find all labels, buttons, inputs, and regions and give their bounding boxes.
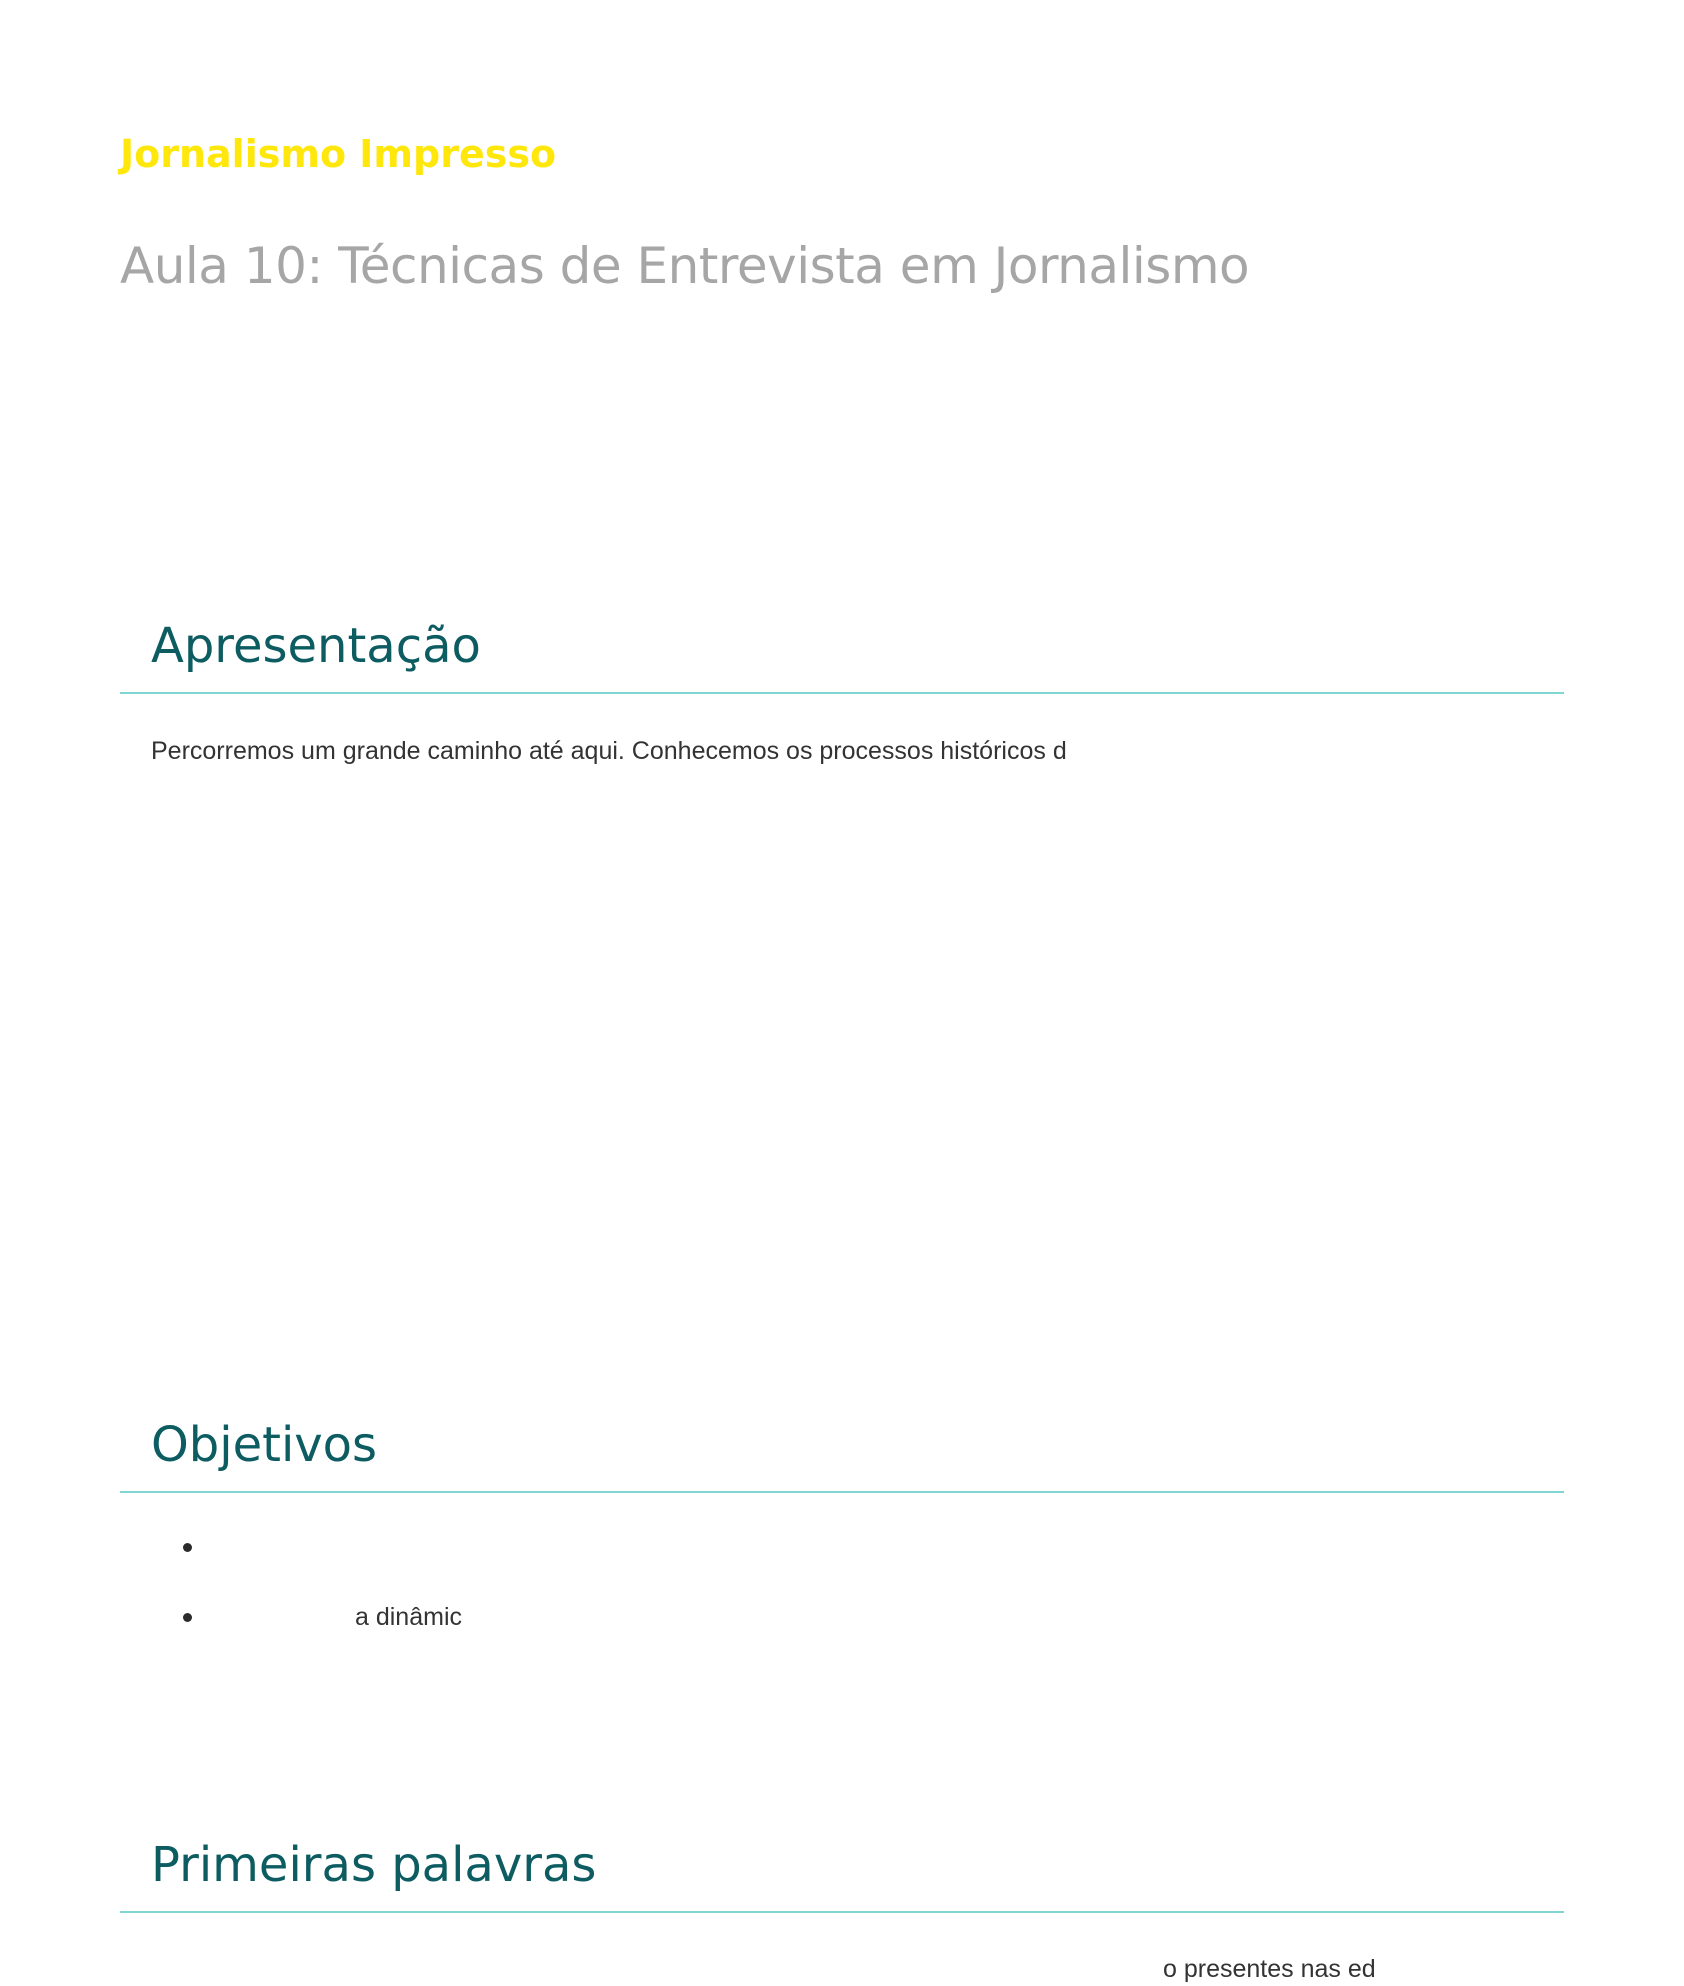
bullet-icon bbox=[183, 1613, 192, 1622]
section-divider bbox=[120, 1911, 1564, 1913]
section-apresentacao bbox=[120, 614, 1564, 694]
section-divider bbox=[120, 1491, 1564, 1493]
primeiras-palavras-paragraph: o presentes nas ed bbox=[1163, 1955, 1376, 1983]
section-heading-objetivos: Objetivos bbox=[151, 1417, 378, 1473]
objective-text: a dinâmic bbox=[355, 1603, 462, 1631]
lesson-title: Aula 10: Técnicas de Entrevista em Jornalismo bbox=[120, 237, 1250, 295]
apresentacao-paragraph: Percorremos um grande caminho até aqui. Conhecemos os processos históricos d bbox=[151, 737, 1067, 765]
section-objetivos bbox=[120, 1413, 1564, 1493]
section-primeiras-palavras bbox=[120, 1833, 1564, 1913]
course-title: Jornalismo Impresso bbox=[120, 132, 557, 176]
bullet-icon bbox=[183, 1543, 192, 1552]
section-heading-primeiras-palavras: Primeiras palavras bbox=[151, 1837, 597, 1893]
section-heading-apresentacao: Apresentação bbox=[151, 618, 481, 674]
section-divider bbox=[120, 692, 1564, 694]
